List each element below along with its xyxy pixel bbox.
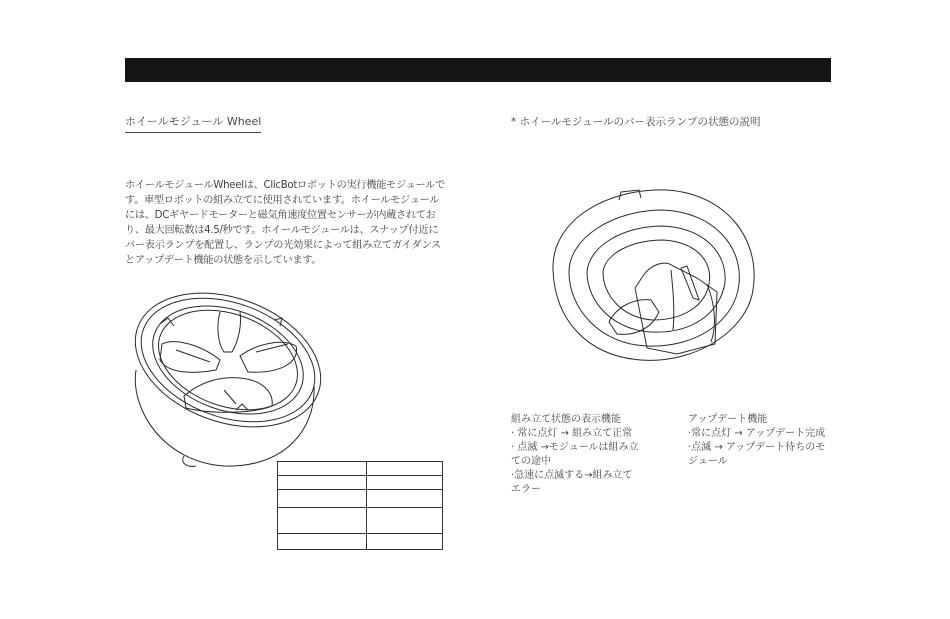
header-bar: [125, 58, 831, 82]
table-row: [278, 490, 443, 508]
assembly-status-block: [511, 413, 641, 497]
table-cell: [278, 508, 367, 534]
table-cell: [367, 508, 443, 534]
table-cell: [278, 534, 367, 550]
table-cell: [278, 476, 367, 490]
section-heading: ホイールモジュール Wheel: [125, 113, 261, 133]
update-status-block: [688, 413, 830, 469]
list-item: · 常に点灯 → 組み立て正常: [511, 428, 633, 439]
module-description: ホイールモジュールWheelは、ClicBotロボットの実行機能モジュールです。車型ロボットの組み立てに使用されています。ホイールモジュールには、DCギヤードモーターと磁気角速度位置センサーが内蔵されており、最大回転数は4.5/秒です。ホイールモジュールは、スナップ付近にバー表示ランプを配置し、ランプの光効果によって組み立てガイダンスとアップデート機能の状態を示しています。: [125, 180, 445, 266]
table-cell: [367, 490, 443, 508]
table-row: [278, 508, 443, 534]
table-row: [278, 462, 443, 476]
list-item: ·常に点灯 → アップデート完成: [688, 428, 826, 439]
wheel-module-side-illustration: [547, 180, 763, 368]
table-cell: [367, 462, 443, 476]
list-item: · 点滅 →モジュールは組み立ての途中: [511, 442, 639, 467]
table-row: [278, 476, 443, 490]
table-row: [278, 534, 443, 550]
update-status-title: アップデート機能: [688, 414, 768, 425]
table-cell: [278, 462, 367, 476]
spec-table: [277, 461, 443, 550]
table-cell: [278, 490, 367, 508]
table-cell: [367, 476, 443, 490]
indicator-note-title: * ホイールモジュールのバー表示ランプの状態の説明: [511, 116, 761, 128]
wheel-module-top-illustration: [124, 290, 324, 470]
table-cell: [367, 534, 443, 550]
list-item: ·急速に点滅する→組み立てエラー: [511, 470, 633, 495]
assembly-status-title: 組み立て状態の表示機能: [511, 414, 621, 425]
list-item: ·点滅 → アップデート待ちのモジュール: [688, 442, 826, 467]
